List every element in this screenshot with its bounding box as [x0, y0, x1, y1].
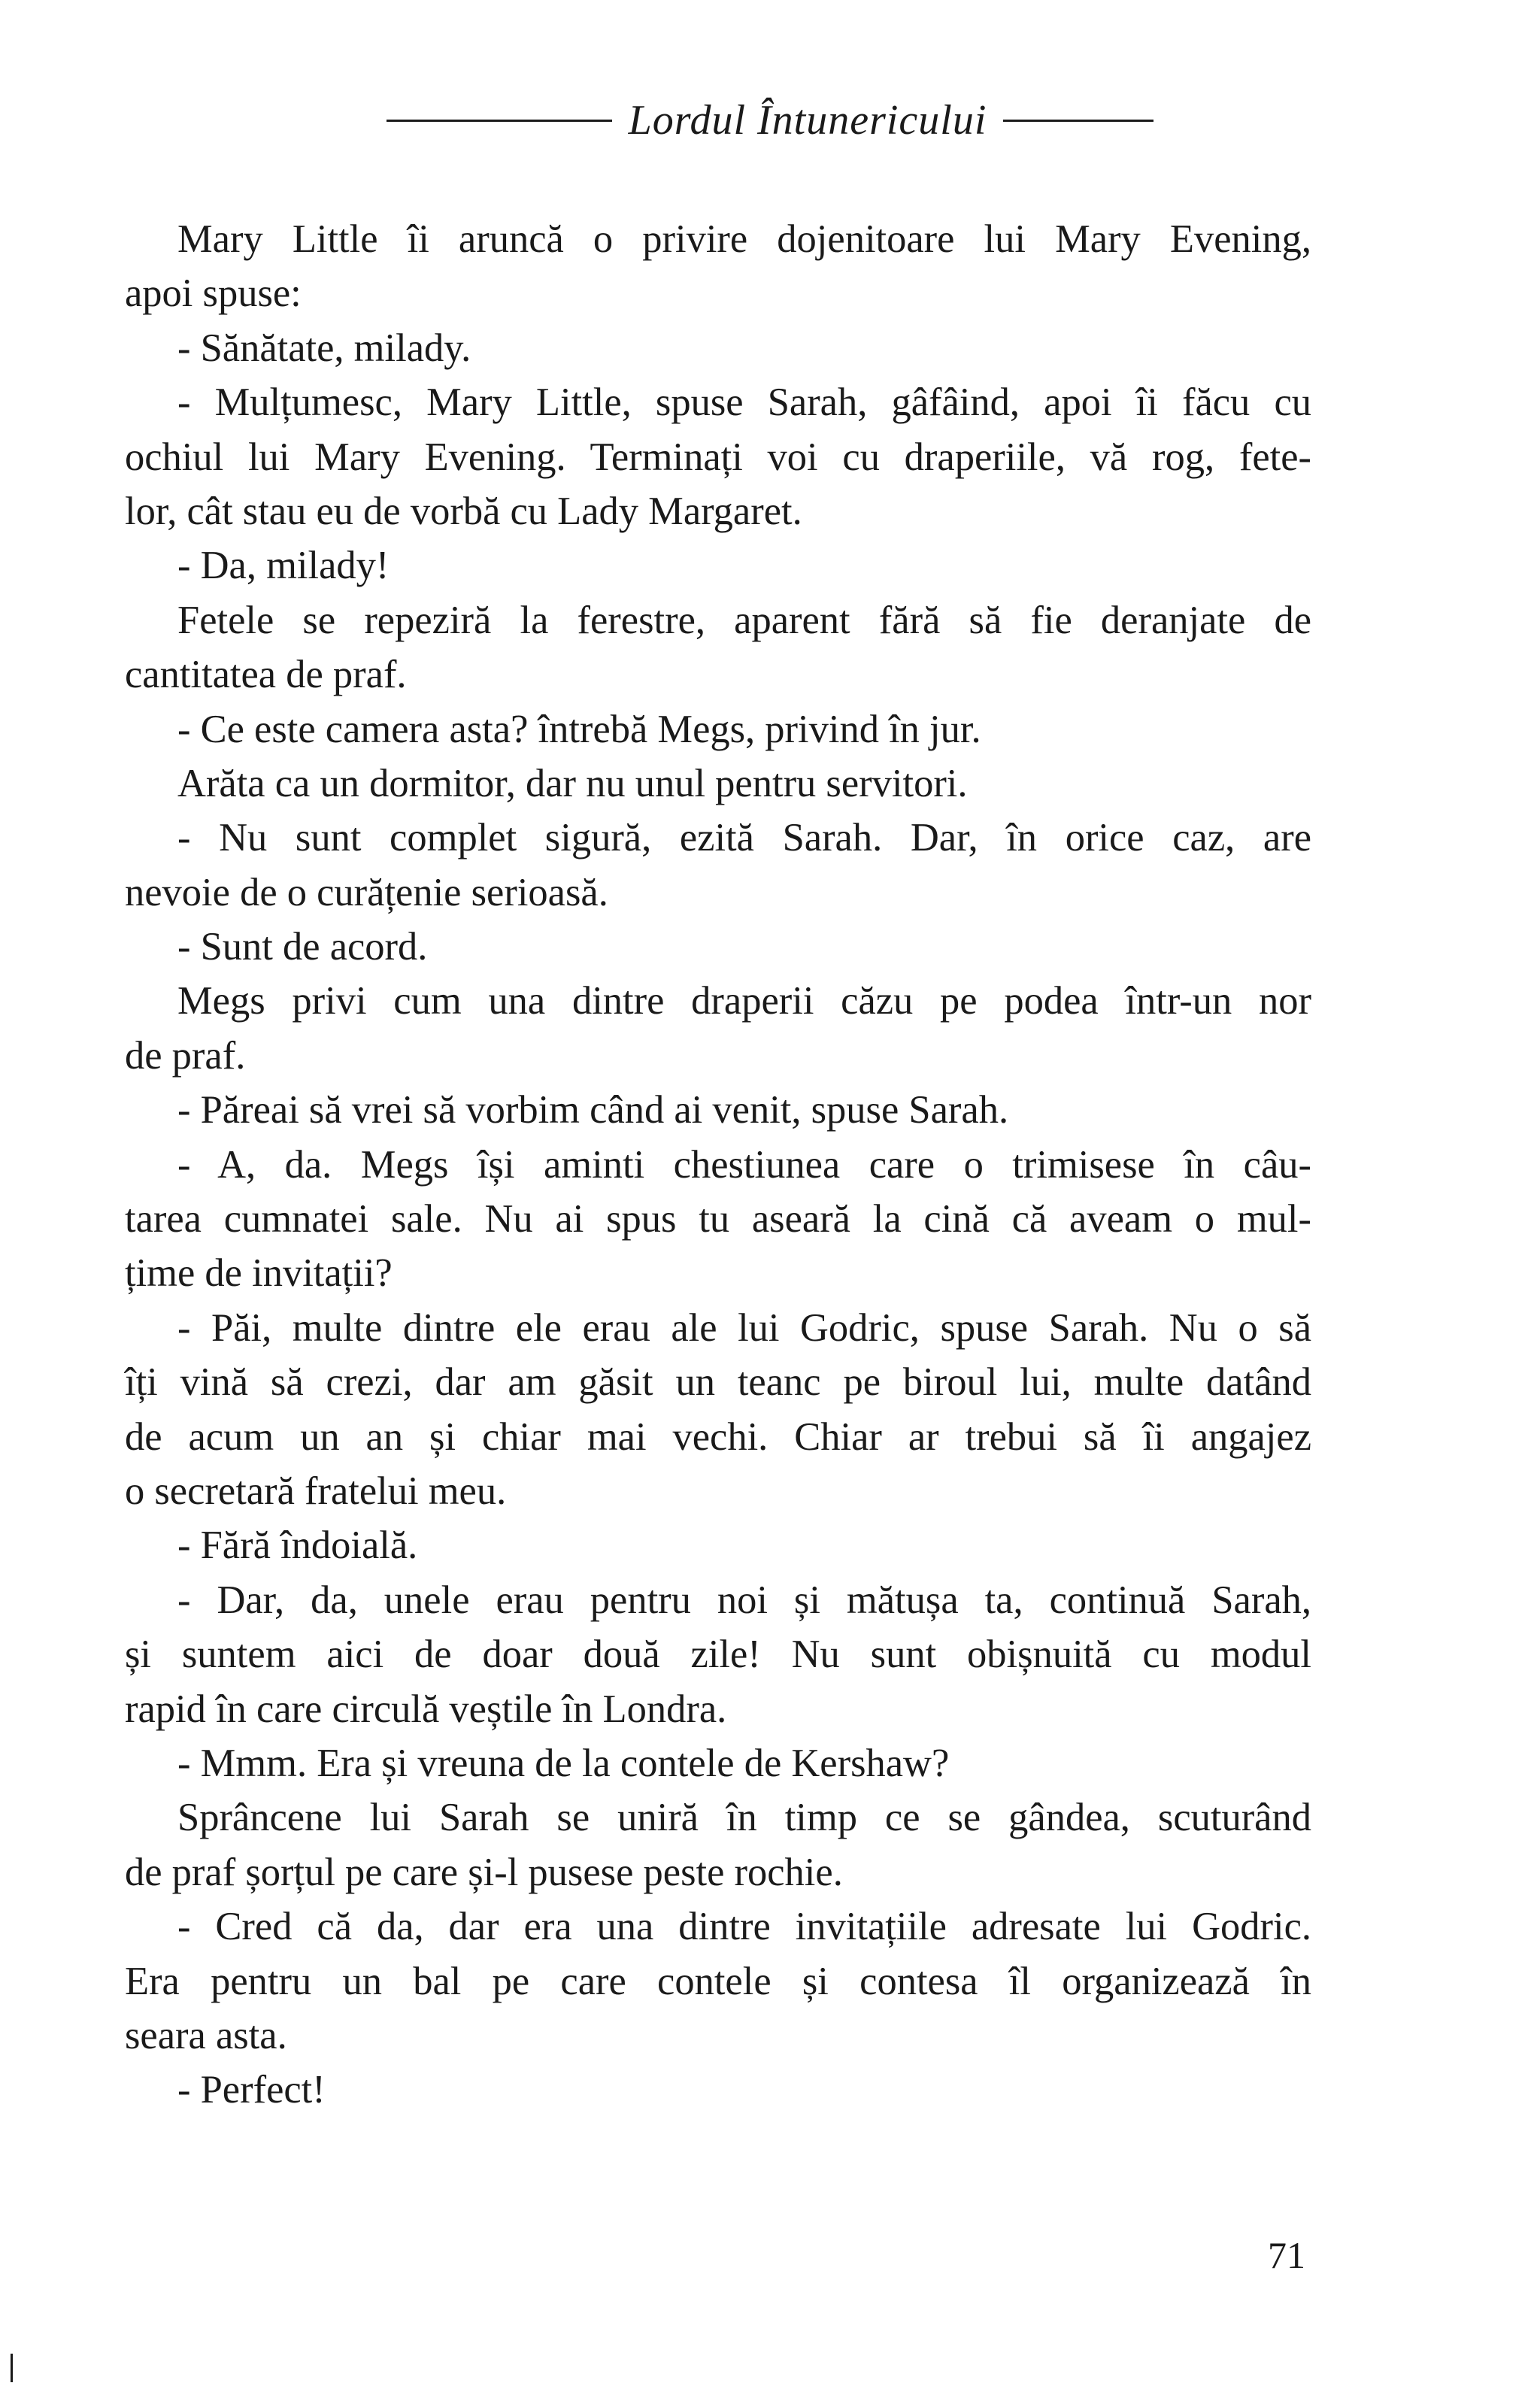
- text-line: - A, da. Megs își aminti chestiunea care o trimisese în câu-: [177, 1142, 1311, 1187]
- text-line: - Fără îndoială.: [177, 1523, 418, 1568]
- text-line: Fetele se repeziră la ferestre, aparent fără să fie deranjate de: [177, 598, 1311, 642]
- text-line: îți vină să crezi, dar am găsit un teanc pe biroul lui, multe datând: [125, 1360, 1311, 1405]
- text-line: - Ce este camera asta? întrebă Megs, privind în jur.: [177, 707, 981, 751]
- text-line: - Cred că da, dar era una dintre invitațiile adresate lui Godric.: [177, 1905, 1311, 1949]
- text-line: - Dar, da, unele erau pentru noi și mătușa ta, continuă Sarah,: [177, 1578, 1311, 1622]
- text-line: o secretară fratelui meu.: [125, 1469, 507, 1513]
- text-line: țime de invitații?: [125, 1251, 393, 1296]
- text-line: Arăta ca un dormitor, dar nu unul pentru servitori.: [177, 761, 968, 805]
- page-number: 71: [1268, 2234, 1305, 2276]
- margin-scan-mark: [11, 2354, 13, 2382]
- text-line: - Nu sunt complet sigură, ezită Sarah. Dar, în orice caz, are: [177, 816, 1311, 860]
- text-line: - Păreai să vrei să vorbim când ai venit, spuse Sarah.: [177, 1088, 1009, 1132]
- text-line: - Sunt de acord.: [177, 925, 428, 969]
- text-line: rapid în care circulă veștile în Londra.: [125, 1687, 727, 1731]
- running-header-inner: [387, 96, 1154, 144]
- running-header-title: Lordul Întunericului: [628, 97, 987, 144]
- body-text: [125, 212, 1311, 2118]
- text-line: de praf șorțul pe care și-l pusese peste rochie.: [125, 1850, 843, 1894]
- text-line: Megs privi cum una dintre draperii căzu pe podea într-un nor: [177, 979, 1311, 1023]
- text-line: seara asta.: [125, 2013, 287, 2057]
- text-line: apoi spuse:: [125, 271, 302, 316]
- text-line: - Sănătate, milady.: [177, 326, 471, 370]
- running-header: [0, 96, 1540, 144]
- text-line: - Perfect!: [177, 2068, 326, 2112]
- text-line: Era pentru un bal pe care contele și contesa îl organizează în: [125, 1959, 1311, 2003]
- text-line: și suntem aici de doar două zile! Nu sunt obișnuită cu modul: [125, 1633, 1311, 1677]
- text-line: tarea cumnatei sale. Nu ai spus tu aseară la cină că aveam o mul-: [125, 1197, 1311, 1241]
- text-line: - Păi, multe dintre ele erau ale lui Godric, spuse Sarah. Nu o să: [177, 1305, 1311, 1350]
- text-line: nevoie de o curățenie serioasă.: [125, 870, 608, 914]
- text-line: - Mmm. Era și vreuna de la contele de Kershaw?: [177, 1741, 950, 1785]
- text-line: lor, cât stau eu de vorbă cu Lady Margaret.: [125, 489, 802, 533]
- text-line: de acum un an și chiar mai vechi. Chiar ar trebui să îi angajez: [125, 1414, 1311, 1459]
- text-line: ochiul lui Mary Evening. Terminați voi cu draperiile, vă rog, fete-: [125, 435, 1311, 479]
- text-line: - Da, milady!: [177, 544, 390, 588]
- text-line: de praf.: [125, 1033, 246, 1078]
- header-rule-right: [1003, 120, 1153, 122]
- text-line: - Mulțumesc, Mary Little, spuse Sarah, gâfâind, apoi îi făcu cu: [177, 380, 1311, 425]
- text-line: cantitatea de praf.: [125, 653, 407, 697]
- text-line: Sprâncene lui Sarah se uniră în timp ce se gândea, scuturând: [177, 1796, 1311, 1840]
- header-rule-left: [387, 120, 612, 122]
- text-line: Mary Little îi aruncă o privire dojenitoare lui Mary Evening,: [177, 217, 1311, 261]
